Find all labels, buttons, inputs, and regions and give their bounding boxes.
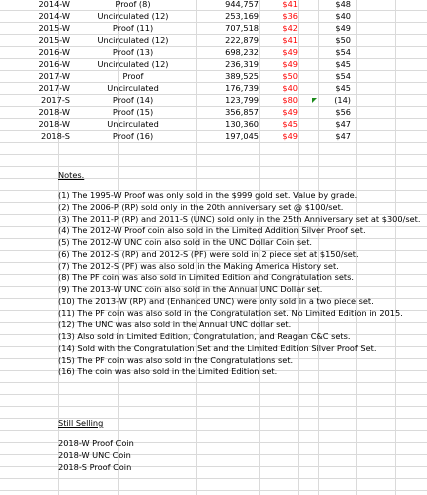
current-value-cell[interactable]: $54 [335, 71, 351, 81]
original-price-cell[interactable]: $45 [282, 119, 298, 129]
year-cell[interactable]: 2016-W [38, 47, 70, 57]
current-value-cell[interactable]: $49 [335, 23, 351, 33]
current-value-cell[interactable]: $40 [335, 11, 351, 21]
note-line: (3) The 2011-P (RP) and 2011-S (UNC) sold only in the 25th Anniversary set at $300/set. [58, 213, 421, 224]
note-line: (8) The PF coin was also sold in Limited Edition and Congratulation sets. [58, 272, 354, 283]
mintage-cell[interactable]: 707,518 [225, 23, 259, 33]
grid-row-line [0, 142, 427, 143]
original-price-cell[interactable]: $42 [282, 23, 298, 33]
year-cell[interactable]: 2018-W [38, 107, 70, 117]
grid-row-line [0, 430, 427, 431]
year-cell[interactable]: 2018-S [41, 131, 70, 141]
grid-column-line [395, 0, 396, 495]
type-cell[interactable]: Proof (16) [112, 131, 154, 141]
year-cell[interactable]: 2017-W [38, 71, 70, 81]
grid-row-line [0, 490, 427, 491]
year-cell[interactable]: 2017-S [41, 95, 70, 105]
current-value-cell[interactable]: (14) [334, 95, 351, 105]
year-cell[interactable]: 2015-W [38, 35, 70, 45]
grid-row-line [0, 478, 427, 479]
grid-column-line [356, 0, 357, 495]
mintage-cell[interactable]: 197,045 [225, 131, 259, 141]
note-line: (12) The UNC was also sold in the Annual UNC dollar set. [58, 319, 292, 330]
year-cell[interactable]: 2015-W [38, 23, 70, 33]
note-line: (9) The 2013-W UNC coin also sold in the Annual UNC Dollar set. [58, 284, 323, 294]
mintage-cell[interactable]: 222,879 [225, 35, 259, 45]
note-line: (16) The coin was also sold in the Limited Edition set. [58, 366, 278, 377]
type-cell[interactable]: Proof (11) [112, 23, 154, 33]
current-value-cell[interactable]: $48 [335, 0, 351, 9]
grid-row-line [0, 394, 427, 395]
year-cell[interactable]: 2016-W [38, 59, 70, 69]
note-line: (13) Also sold in Limited Edition, Congratulation, and Reagan C&C sets. [58, 331, 351, 341]
mintage-cell[interactable]: 236,319 [225, 59, 259, 69]
note-line: (11) The PF coin was also sold in the Congratulation set. No Limited Edition in 2015. [58, 307, 403, 318]
still-selling-heading: Still Selling [58, 418, 104, 428]
still-selling-item: 2018-W UNC Coin [58, 450, 131, 460]
note-line: (4) The 2012-W Proof coin also sold in the Limited Addition Silver Proof set. [58, 225, 366, 236]
note-line: (15) The PF coin was also sold in the Congratulations set. [58, 354, 294, 365]
mintage-cell[interactable]: 123,799 [225, 95, 259, 105]
year-cell[interactable]: 2018-W [38, 119, 70, 129]
type-cell[interactable]: Proof (8) [115, 0, 151, 9]
mintage-cell[interactable]: 176,739 [225, 83, 259, 93]
original-price-cell[interactable]: $40 [282, 83, 298, 93]
current-value-cell[interactable]: $50 [335, 35, 351, 45]
note-line: (7) The 2012-S (PF) was also sold in the Making America History set. [58, 260, 339, 271]
type-cell[interactable]: Uncirculated (12) [97, 11, 169, 21]
current-value-cell[interactable]: $47 [335, 119, 351, 129]
type-cell[interactable]: Uncirculated (12) [97, 59, 169, 69]
mintage-cell[interactable]: 389,525 [225, 71, 259, 81]
type-cell[interactable]: Proof (15) [112, 107, 154, 117]
note-line: (6) The 2012-S (RP) and 2012-S (PF) were sold in 2 piece set at $150/set. [58, 248, 359, 259]
still-selling-item: 2018-W Proof Coin [58, 438, 134, 448]
note-line: (2) The 2006-P (RP) sold only in the 20th anniversary set @ $100/set. [58, 201, 344, 212]
original-price-cell[interactable]: $36 [282, 11, 298, 21]
current-value-cell[interactable]: $45 [335, 59, 351, 69]
original-price-cell[interactable]: $49 [282, 107, 298, 117]
type-cell[interactable]: Proof (13) [112, 47, 154, 57]
mintage-cell[interactable]: 130,360 [225, 119, 259, 129]
current-value-cell[interactable]: $45 [335, 83, 351, 93]
current-value-cell[interactable]: $54 [335, 47, 351, 57]
mintage-cell[interactable]: 356,857 [225, 107, 259, 117]
original-price-cell[interactable]: $41 [282, 35, 298, 45]
grid-row-line [0, 166, 427, 167]
year-cell[interactable]: 2014-W [38, 11, 70, 21]
note-line: (14) Sold with the Congratulation Set and the Limited Edition Silver Proof Set. [58, 342, 377, 353]
grid-row-line [0, 406, 427, 407]
type-cell[interactable]: Uncirculated [107, 83, 159, 93]
mintage-cell[interactable]: 698,232 [225, 47, 259, 57]
mintage-cell[interactable]: 253,169 [225, 11, 259, 21]
year-cell[interactable]: 2014-W [38, 0, 70, 9]
note-line: (10) The 2013-W (RP) and (Enhanced UNC) were only sold in a two piece set. [58, 295, 374, 306]
current-value-cell[interactable]: $47 [335, 131, 351, 141]
original-price-cell[interactable]: $49 [282, 47, 298, 57]
grid-row-line [0, 382, 427, 383]
grid-row-line [0, 154, 427, 155]
original-price-cell[interactable]: $50 [282, 71, 298, 81]
note-line: (5) The 2012-W UNC coin also sold in the UNC Dollar Coin set. [58, 237, 313, 247]
type-cell[interactable]: Uncirculated [107, 119, 159, 129]
still-selling-item: 2018-S Proof Coin [58, 462, 132, 472]
original-price-cell[interactable]: $41 [282, 0, 298, 9]
comment-indicator-icon[interactable] [312, 98, 317, 103]
type-cell[interactable]: Proof [122, 71, 144, 81]
type-cell[interactable]: Proof (14) [112, 95, 154, 105]
original-price-cell[interactable]: $49 [282, 59, 298, 69]
current-value-cell[interactable]: $56 [335, 107, 351, 117]
original-price-cell[interactable]: $80 [282, 95, 298, 105]
mintage-cell[interactable]: 944,757 [225, 0, 259, 9]
notes-heading: Notes. [58, 170, 85, 180]
original-price-cell[interactable]: $49 [282, 131, 298, 141]
year-cell[interactable]: 2017-W [38, 83, 70, 93]
type-cell[interactable]: Uncirculated (12) [97, 35, 169, 45]
note-line: (1) The 1995-W Proof was only sold in the $999 gold set. Value by grade. [58, 190, 358, 200]
